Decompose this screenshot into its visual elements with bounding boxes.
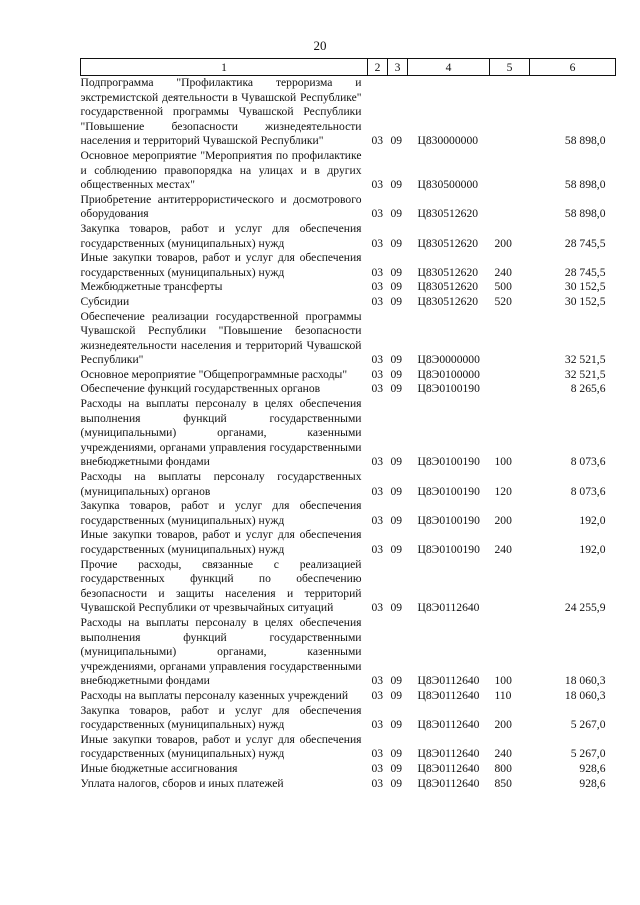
row-name: Основное мероприятие "Общепрограммные расходы"	[80, 367, 348, 381]
row-name: Иные закупки товаров, работ и услуг для обеспечения государственных (муниципальных) нужд	[80, 528, 362, 556]
table-row	[81, 251, 616, 280]
row-amount: 28 745,5	[564, 236, 606, 250]
row-amount: 5 267,0	[570, 747, 606, 761]
row-name: Расходы на выплаты персоналу в целях обеспечения выполнения функций государственными (муниципальными) органами, казенными учреждениями, органами управления государственными внебюджетными фондами	[80, 397, 362, 469]
row-target-article: Ц8Э0112640	[417, 718, 480, 732]
row-subsection: 09	[390, 207, 403, 221]
header-col-2: 2	[368, 59, 388, 76]
row-section: 03	[371, 236, 384, 250]
row-expense-type: 240	[494, 543, 512, 556]
table-row	[81, 222, 616, 251]
table-row	[81, 704, 616, 733]
row-target-article: Ц830512620	[417, 294, 479, 308]
row-section: 03	[371, 280, 384, 294]
row-name: Расходы на выплаты персоналу государственных (муниципальных) органов	[80, 470, 362, 498]
row-section: 03	[371, 484, 384, 498]
row-section: 03	[371, 688, 384, 702]
row-amount: 30 152,5	[564, 294, 606, 308]
row-target-article: Ц8Э0100000	[417, 367, 480, 381]
row-expense-type: 200	[494, 513, 512, 527]
table-row	[81, 310, 616, 368]
row-name: Закупка товаров, работ и услуг для обеспечения государственных (муниципальных) нужд	[80, 703, 362, 732]
row-name: Иные закупки товаров, работ и услуг для обеспечения государственных (муниципальных) нужд	[80, 732, 362, 761]
table-row	[81, 528, 616, 557]
row-amount: 30 152,5	[564, 280, 606, 294]
row-amount: 8 073,6	[570, 484, 606, 498]
row-name: Приобретение антитеррористического и досмотрового оборудования	[80, 192, 362, 221]
row-amount: 192,0	[579, 513, 606, 527]
row-name: Обеспечение функций государственных органов	[80, 382, 321, 396]
row-target-article: Ц8Э0112640	[417, 601, 480, 615]
row-section: 03	[371, 455, 384, 469]
row-section: 03	[371, 776, 384, 790]
row-expense-type	[490, 382, 530, 397]
header-col-4: 4	[408, 59, 490, 76]
row-section: 03	[371, 718, 384, 732]
table-row	[81, 499, 616, 528]
row-name: Расходы на выплаты персоналу казенных учреждений	[80, 688, 349, 702]
row-amount: 58 898,0	[564, 207, 606, 221]
row-amount: 18 060,3	[564, 674, 606, 688]
row-name: Закупка товаров, работ и услуг для обеспечения государственных (муниципальных) нужд	[80, 221, 362, 250]
row-section: 03	[371, 543, 384, 556]
row-target-article: Ц8Э0100190	[417, 382, 480, 396]
row-target-article: Ц830500000	[417, 178, 479, 192]
row-subsection: 09	[390, 688, 403, 702]
row-expense-type: 240	[494, 265, 512, 279]
row-amount: 928,6	[579, 776, 606, 790]
row-expense-type	[490, 368, 530, 383]
table-row	[81, 558, 616, 616]
row-subsection: 09	[390, 484, 403, 498]
header-col-5: 5	[490, 59, 530, 76]
page-number: 20	[313, 38, 327, 53]
row-expense-type: 100	[494, 455, 512, 469]
table-row	[81, 397, 616, 470]
header-row	[81, 59, 616, 76]
row-section: 03	[371, 747, 384, 761]
table-row	[81, 76, 616, 149]
row-name: Расходы на выплаты персоналу в целях обеспечения выполнения функций государственными (муниципальными) органами, казенными учреждениями, органами управления государственными внебюджетными фондами	[80, 615, 362, 688]
row-subsection: 09	[390, 674, 403, 688]
header-col-6: 6	[530, 59, 616, 76]
row-section: 03	[371, 265, 384, 279]
table-row	[81, 295, 616, 310]
row-amount: 32 521,5	[564, 367, 606, 381]
row-amount: 18 060,3	[564, 688, 606, 702]
row-target-article: Ц8Э0112640	[417, 688, 480, 702]
row-expense-type: 200	[494, 236, 512, 250]
row-section: 03	[371, 674, 384, 688]
table-row	[81, 733, 616, 762]
row-target-article: Ц8Э0000000	[417, 353, 480, 367]
row-amount: 24 255,9	[564, 601, 606, 615]
table-row	[81, 368, 616, 383]
row-expense-type: 120	[494, 484, 512, 498]
row-subsection: 09	[390, 280, 403, 294]
row-name: Основное мероприятие "Мероприятия по профилактике и соблюдению правопорядка на улицах и в других общественных местах"	[80, 148, 362, 192]
row-target-article: Ц8Э0100190	[417, 484, 480, 498]
table-header	[81, 59, 616, 76]
row-name: Прочие расходы, связанные с реализацией государственных функций по обеспечению безопасности и защиты населения и территорий Чувашской Республики от чрезвычайных ситуаций	[80, 557, 362, 615]
row-amount: 8 073,6	[570, 455, 606, 469]
row-name: Обеспечение реализации государственной программы Чувашской Республики "Повышение безопасности жизнедеятельности населения и территорий Чувашской Республики"	[80, 309, 362, 367]
header-col-3: 3	[388, 59, 408, 76]
table-body	[81, 76, 616, 792]
row-amount: 58 898,0	[564, 178, 606, 192]
row-target-article: Ц8Э0112640	[417, 776, 480, 790]
row-expense-type: 800	[494, 761, 512, 775]
row-name: Подпрограмма "Профилактика терроризма и экстремистской деятельности в Чувашской Республике" государственной программы Чувашской Республики "Повышение безопасности жизнедеятельности населения и территорий Чувашской Республики"	[80, 76, 362, 148]
table-row	[81, 616, 616, 689]
row-section: 03	[371, 761, 384, 775]
row-section: 03	[371, 178, 384, 192]
row-section: 03	[371, 382, 384, 396]
row-expense-type: 200	[494, 718, 512, 732]
row-target-article: Ц8Э0112640	[417, 674, 480, 688]
row-expense-type	[490, 193, 530, 222]
row-expense-type	[490, 76, 530, 149]
row-name: Уплата налогов, сборов и иных платежей	[80, 776, 284, 790]
table-row	[81, 689, 616, 704]
row-subsection: 09	[390, 776, 403, 790]
row-amount: 192,0	[579, 543, 606, 556]
row-target-article: Ц830512620	[417, 265, 479, 279]
row-target-article: Ц8Э0100190	[417, 543, 480, 556]
row-subsection: 09	[390, 718, 403, 732]
row-subsection: 09	[390, 455, 403, 469]
row-subsection: 09	[390, 134, 403, 148]
row-expense-type	[490, 149, 530, 193]
row-name: Закупка товаров, работ и услуг для обеспечения государственных (муниципальных) нужд	[80, 499, 362, 527]
row-amount: 8 265,6	[570, 382, 606, 396]
row-section: 03	[371, 601, 384, 615]
row-target-article: Ц830512620	[417, 236, 479, 250]
row-subsection: 09	[390, 601, 403, 615]
row-expense-type: 850	[494, 776, 512, 790]
row-expense-type: 240	[494, 747, 512, 761]
row-subsection: 09	[390, 236, 403, 250]
row-section: 03	[371, 134, 384, 148]
row-target-article: Ц8Э0112640	[417, 761, 480, 775]
row-expense-type: 520	[494, 294, 512, 308]
row-section: 03	[371, 513, 384, 527]
row-expense-type: 500	[494, 280, 512, 294]
row-target-article: Ц8Э0100190	[417, 455, 480, 469]
row-subsection: 09	[390, 367, 403, 381]
row-subsection: 09	[390, 543, 403, 556]
table-row	[81, 470, 616, 499]
row-section: 03	[371, 294, 384, 308]
table-row	[81, 149, 616, 193]
row-subsection: 09	[390, 382, 403, 396]
row-expense-type	[490, 558, 530, 616]
table-row	[81, 382, 616, 397]
row-target-article: Ц830512620	[417, 207, 479, 221]
row-target-article: Ц8Э0100190	[417, 513, 480, 527]
row-target-article: Ц8Э0112640	[417, 747, 480, 761]
row-name: Иные закупки товаров, работ и услуг для обеспечения государственных (муниципальных) нужд	[80, 251, 362, 279]
row-subsection: 09	[390, 513, 403, 527]
table-row	[81, 280, 616, 295]
row-subsection: 09	[390, 747, 403, 761]
row-target-article: Ц830512620	[417, 280, 479, 294]
row-name: Субсидии	[80, 294, 130, 308]
row-amount: 32 521,5	[564, 353, 606, 367]
row-section: 03	[371, 367, 384, 381]
table-row	[81, 193, 616, 222]
header-col-1: 1	[81, 59, 368, 76]
row-expense-type: 110	[494, 688, 512, 702]
row-expense-type	[490, 310, 530, 368]
row-name: Иные бюджетные ассигнования	[80, 761, 238, 775]
row-expense-type: 100	[494, 674, 512, 688]
row-subsection: 09	[390, 178, 403, 192]
row-amount: 5 267,0	[570, 718, 606, 732]
row-section: 03	[371, 353, 384, 367]
row-amount: 28 745,5	[564, 265, 606, 279]
row-subsection: 09	[390, 353, 403, 367]
row-subsection: 09	[390, 761, 403, 775]
row-target-article: Ц830000000	[417, 134, 479, 148]
table-row	[81, 762, 616, 777]
budget-table	[80, 58, 616, 791]
row-subsection: 09	[390, 265, 403, 279]
row-amount: 928,6	[579, 761, 606, 775]
table-row	[81, 777, 616, 792]
row-section: 03	[371, 207, 384, 221]
row-subsection: 09	[390, 294, 403, 308]
row-name: Межбюджетные трансферты	[80, 280, 223, 294]
row-amount: 58 898,0	[564, 134, 606, 148]
